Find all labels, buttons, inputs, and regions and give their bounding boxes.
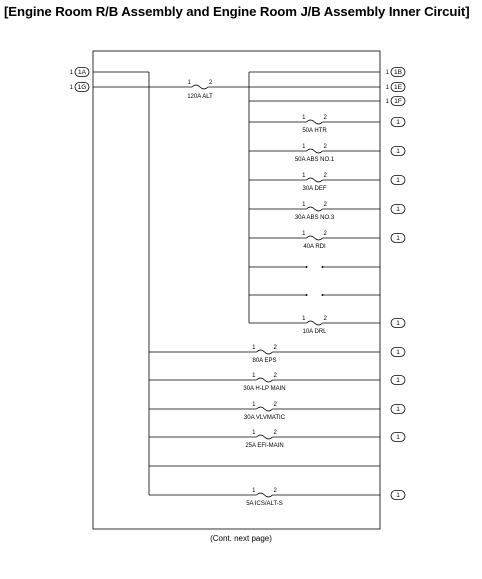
upper-branch-4-pin2: 2: [323, 202, 327, 208]
upper-branch-1-fuse-symbol: [307, 120, 323, 124]
upper-branch-2-label: 50A ABS NO.1: [294, 157, 335, 163]
upper-branch-1-pin2: 2: [323, 115, 327, 121]
right-connector-pin-1B: 1: [385, 70, 389, 77]
left-connector-pin-1A: 1: [69, 70, 73, 77]
lower-branch-4-fuse-symbol: [257, 435, 273, 439]
lower-branch-2-pin1: 1: [252, 373, 256, 379]
upper-branch-6-contact-a: [306, 266, 308, 268]
left-1G-connector-label: 1G: [77, 84, 87, 92]
main-fuse-pin2: 2: [209, 80, 213, 86]
continuation-note: (Cont. next page): [210, 534, 272, 543]
lower-branch-4-connector-label: 1: [396, 434, 400, 442]
lower-branch-1-pin1: 1: [252, 345, 256, 351]
upper-branch-5-connector-label: 1: [396, 235, 400, 243]
lower-branch-6-pin2: 2: [273, 488, 277, 494]
assembly-outline: [93, 51, 380, 529]
lower-branch-1-fuse-symbol: [257, 350, 273, 354]
upper-branch-5-pin1: 1: [302, 231, 306, 237]
lower-branch-1-pin2: 2: [273, 345, 277, 351]
upper-branch-1-connector-label: 1: [396, 119, 400, 127]
upper-branch-5-label: 40A RDI: [303, 244, 326, 250]
upper-branch-3-label: 30A DEF: [302, 186, 327, 192]
lower-branch-4-pin1: 1: [252, 430, 256, 436]
lower-branch-4-label: 25A EFI-MAIN: [245, 443, 284, 449]
upper-branch-8-pin1: 1: [302, 316, 306, 322]
upper-branch-4-connector-label: 1: [396, 206, 400, 214]
upper-branch-2-connector-label: 1: [396, 148, 400, 156]
lower-branch-3-fuse-symbol: [257, 407, 273, 411]
main-fuse-symbol: [192, 85, 208, 89]
main-fuse-label: 120A ALT: [187, 94, 213, 100]
upper-branch-4-fuse-symbol: [307, 207, 323, 211]
upper-branch-3-pin1: 1: [302, 173, 306, 179]
lower-branch-3-label: 30A VLVMATIC: [243, 415, 286, 421]
left-connector-pin-1G: 1: [69, 85, 73, 92]
upper-branch-3-connector-label: 1: [396, 177, 400, 185]
upper-branch-8-fuse-symbol: [307, 321, 323, 325]
upper-branch-4-pin1: 1: [302, 202, 306, 208]
lower-branch-2-label: 30A H-LP MAIN: [243, 386, 286, 392]
upper-branch-4-label: 30A ABS NO.3: [294, 215, 335, 221]
lower-branch-6-connector-label: 1: [396, 492, 400, 500]
lower-branch-2-connector-label: 1: [396, 377, 400, 385]
lower-branch-4-pin2: 2: [273, 430, 277, 436]
upper-branch-8-connector-label: 1: [396, 320, 400, 328]
diagram-title: [Engine Room R/B Assembly and Engine Room J/B Assembly Inner Circuit]: [4, 4, 470, 19]
right-connector-pin-1F: 1: [385, 99, 389, 106]
right-1F-connector-label: 1F: [394, 98, 402, 106]
upper-branch-6-contact-b: [322, 266, 324, 268]
lower-branch-2-pin2: 2: [273, 373, 277, 379]
lower-branch-6-label: 5A ICS/ALT-S: [246, 501, 283, 507]
lower-branch-6-fuse-symbol: [257, 493, 273, 497]
upper-branch-7-contact-b: [322, 294, 324, 296]
lower-branch-1-label: 80A EPS: [252, 358, 277, 364]
main-fuse-pin1: 1: [187, 80, 191, 86]
right-connector-pin-1E: 1: [385, 85, 389, 92]
lower-branch-3-connector-label: 1: [396, 406, 400, 414]
upper-branch-1-pin1: 1: [302, 115, 306, 121]
upper-branch-8-pin2: 2: [323, 316, 327, 322]
upper-branch-3-pin2: 2: [323, 173, 327, 179]
upper-branch-5-pin2: 2: [323, 231, 327, 237]
upper-branch-8-label: 10A DRL: [302, 329, 327, 335]
lower-branch-3-pin1: 1: [252, 402, 256, 408]
lower-branch-6-pin1: 1: [252, 488, 256, 494]
lower-branch-3-pin2: 2: [273, 402, 277, 408]
lower-branch-1-connector-label: 1: [396, 349, 400, 357]
upper-branch-5-fuse-symbol: [307, 236, 323, 240]
upper-branch-2-pin1: 1: [302, 144, 306, 150]
upper-branch-2-fuse-symbol: [307, 149, 323, 153]
right-1B-connector-label: 1B: [394, 69, 402, 77]
upper-branch-3-fuse-symbol: [307, 178, 323, 182]
upper-branch-1-label: 50A HTR: [302, 128, 327, 134]
right-1E-connector-label: 1E: [394, 84, 402, 92]
upper-branch-2-pin2: 2: [323, 144, 327, 150]
lower-branch-2-fuse-symbol: [257, 378, 273, 382]
upper-branch-7-contact-a: [306, 294, 308, 296]
left-1A-connector-label: 1A: [78, 69, 86, 77]
